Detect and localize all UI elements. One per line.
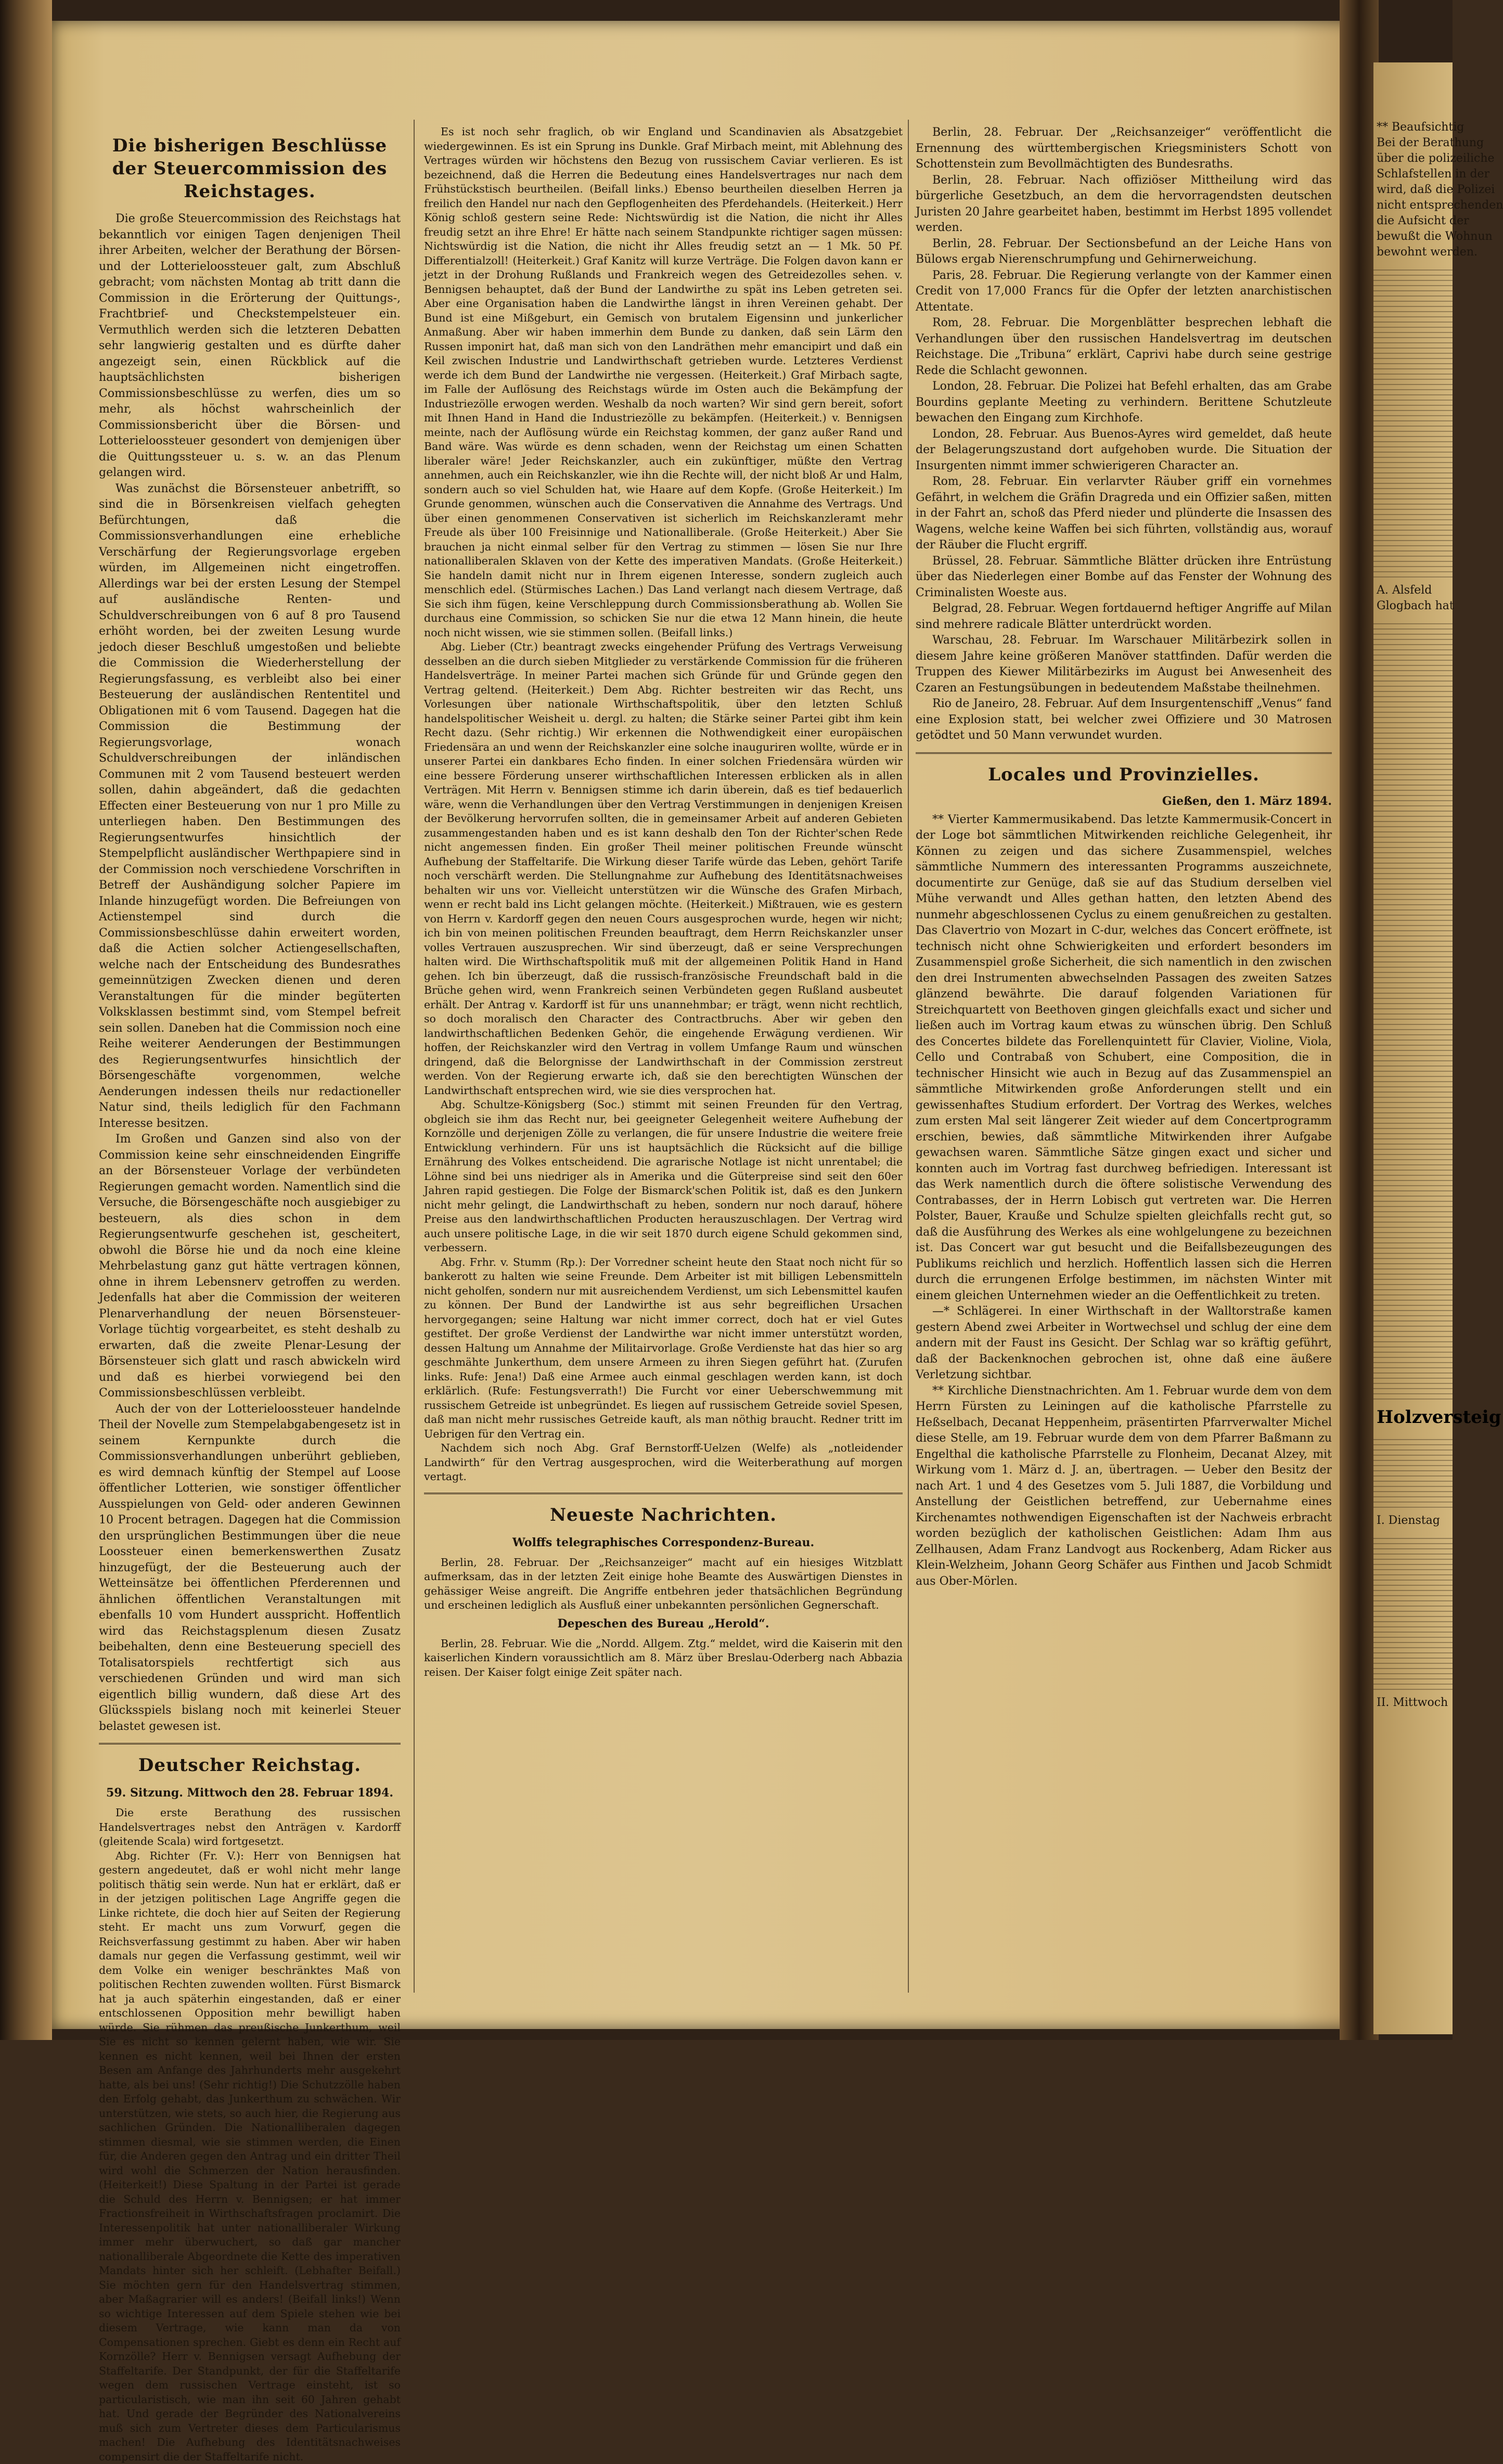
session-line: 59. Sitzung. Mittwoch den 28. Februar 1894.: [99, 1785, 401, 1801]
fragment-line: II. Mittwoch: [1373, 1695, 1453, 1711]
article-paragraph: Die erste Berathung des russischen Handelsvertrages nebst den Anträgen v. Kardorff (gleitende Scala) wird fortgesetzt.: [99, 1806, 401, 1849]
news-item: Berlin, 28. Februar. Der Sectionsbefund an der Leiche Hans von Bülows ergab Nierenschrumpfung und Gehirnerweichung.: [916, 236, 1332, 268]
news-item: Belgrad, 28. Februar. Wegen fortdauernd heftiger Angriffe auf Milan sind mehrere radicale Blätter unterdrückt worden.: [916, 601, 1332, 633]
column-2: [424, 125, 903, 1679]
section-heading-locales: Locales und Provinzielles.: [916, 763, 1332, 786]
illegible-text-block: [1373, 265, 1453, 578]
column-rule-2: [908, 120, 909, 1993]
news-item: Rio de Janeiro, 28. Februar. Auf dem Insurgentenschiff „Venus“ fand eine Explosion statt, bei welcher zwei Offiziere und 30 Matrosen getödtet und 50 Mann verwundet wurden.: [916, 696, 1332, 744]
book-binding-left: [0, 0, 52, 2040]
section-separator: [424, 1493, 903, 1494]
fragment-line: die Aufsicht der: [1373, 213, 1453, 229]
fragment-line: Schlafstellen in der: [1373, 166, 1453, 182]
news-item: Berlin, 28. Februar. Nach offiziöser Mittheilung wird das bürgerliche Gesetzbuch, an dem die hervorragendsten deutschen Juristen 20 Jahre gearbeitet haben, bestimmt im Herbst 1895 vollendet werden.: [916, 173, 1332, 236]
fragment-line: nicht entsprechenden: [1373, 198, 1453, 213]
section-heading-neueste-nachrichten: Neueste Nachrichten.: [424, 1504, 903, 1526]
local-item: ** Kirchliche Dienstnachrichten. Am 1. Februar wurde dem von dem Herrn Fürsten zu Leiningen auf die katholische Pfarrstelle zu Heßselbach, Decanat Heppenheim, präsentirten Pfarrverwalter Michel diese Stelle, am 19. Februar wurde dem von dem Pfarrer Baßmann zu Engelthal die katholische Pfarrstelle zu Flonheim, Decanat Alzey, mit Wirkung vom 1. März d. J. an, übertragen. — Ueber den Besitz der nach Art. 1 und 4 des Gesetzes vom 5. Juli 1887, die Vorbildung und Anstellung der Geistlichen betreffend, zur Uebernahme eines Kirchenamtes nothwendigen Eigenschaften ist der Nachweis erbracht worden bezüglich der katholischen Geistlichen: Adam Ihm aus Zellhausen, Adam Franz Landvogt aus Rockenberg, Adam Ricker aus Klein-Welzheim, Johann Georg Schäfer aus Finthen und Jacob Schmidt aus Ober-Mörlen.: [916, 1383, 1332, 1590]
article-paragraph: Was zunächst die Börsensteuer anbetrifft, so sind die in Börsenkreisen vielfach gehegten Befürchtungen, daß die Commissionsverhandlungen eine erhebliche Verschärfung der Regierungsvorlage ergeben würden, im Allgemeinen nicht eingetroffen. Allerdings war bei der ersten Lesung der Stempel auf ausländische Renten- und Schuldverschreibungen von 6 auf 8 pro Tausend erhöht worden, bei der zweiten Lesung wurde jedoch dieser Beschluß umgestoßen und beliebte die Commission die Wiederherstellung der Regierungsfassung, es verbleibt also bei einer Besteuerung der ausländischen Rententitel und Obligationen mit 6 vom Tausend. Dagegen hat die Commission die Bestimmung der Regierungsvorlage, wonach Schuldverschreibungen der inländischen Communen mit 2 vom Tausend besteuert werden sollen, dahin abgeändert, daß die gedachten Effecten einer Besteuerung von nur 1 pro Mille zu unterliegen haben. Den Bestimmungen des Regierungsentwurfes hinsichtlich der Stempelpflicht ausländischer Werthpapiere sind in der Commission noch verschiedene Vorschriften in Betreff der Aushändigung solcher Papiere im Inlande hinzugefügt worden. Die Befreiungen von Actienstempel sind durch die Commissionsbeschlüsse dahin erweitert worden, daß die Actien solcher Actiengesellschaften, welche nach der Entscheidung des Bundesrathes gemeinnützigen Zwecken dienen und deren Veranstaltungen für die minder begüterten Volksklassen bestimmt sind, vom Stempel befreit sein sollen. Daneben hat die Commission noch eine Reihe weiterer Aenderungen der Bestimmungen des Regierungsentwurfes hinsichtlich der Börsengeschäfte vorgenommen, welche Aenderungen indessen theils nur redactioneller Natur sind, theils lediglich für den Fachmann Interesse besitzen.: [99, 481, 401, 1132]
news-item: Rom, 28. Februar. Ein verlarvter Räuber griff ein vornehmes Gefährt, in welchem die Gräfin Dragreda und ein Offizier saßen, mitten in der Fahrt an, schoß das Pferd nieder und plünderte die Insassen des Wagens, welche keine Waffen bei sich führten, vollständig aus, worauf der Räuber die Flucht ergriff.: [916, 474, 1332, 554]
fragment-line: bewußt die Wohnun: [1373, 229, 1453, 245]
news-item: Berlin, 28. Februar. Der „Reichsanzeiger“ veröffentlicht die Ernennung des württembergischen Kriegsministers Schott von Schottenstein zum Bevollmächtigten des Bundesraths.: [916, 125, 1332, 173]
article-paragraph: Es ist noch sehr fraglich, ob wir England und Scandinavien als Absatzgebiet wiedergewinnen. Es ist ein Sprung ins Dunkle. Graf Mirbach meint, mit Ablehnung des Vertrages würden wir höchstens den Bezug von russischem Caviar verlieren. Es ist bezeichnend, daß die Herren die Bedeutung eines Handelsvertrages nur nach dem Frühstückstisch beurtheilen. (Beifall links.) Ebenso beurtheilen dieselben Herren ja freilich den Handel nur nach den Gepflogenheiten des Pferdehandels. (Heiterkeit.) Herr König schloß gestern seine Rede: Nichtswürdig ist die Nation, die nicht ihr Alles freudig setzt an ihre Ehre! Er hätte nach seinem Standpunkte richtiger sagen müssen: Nichtswürdig ist die Nation, die nicht ihr Alles freudig setzt an — 1 Mk. 50 Pf. Differentialzoll! (Heiterkeit.) Graf Kanitz will kurze Verträge. Die Folgen davon kann er jetzt in der Drohung Rußlands und Frankreich wegen des Getreidezolles sehen. v. Bennigsen behauptet, daß der Bund der Landwirthe zu spät ins Leben getreten sei. Aber eine Organisation haben die Landwirthe längst in ihren Vereinen gehabt. Der Bund ist eine Mißgeburt, ein Gemisch von brutalem Eigensinn und junkerlicher Anmaßung. Aber wir haben immerhin dem Bunde zu danken, daß sein Lärm den Russen imponirt hat, daß man sich von den Landräthen mehr emancipirt und daß ein Keil zwischen Industrie und Landwirthschaft getrieben wurde. Letzteres Verdienst werde ich dem Bund der Landwirthe nie vergessen. (Heiterkeit.) Graf Mirbach sagte, im Falle der Auflösung des Reichstags würde im Osten auch die Bekämpfung der Industriezölle erwogen werden. Weshalb da noch warten? Wir sind gern bereit, sofort mit Ihnen Hand in Hand die Industriezölle zu bekämpfen. (Heiterkeit.) v. Bennigsen meinte, nach der Auflösung würde ein Reichstag kommen, der ganz außer Rand und Band wäre. Was würde es denn schaden, wenn der Reichstag um einen Schatten liberaler wäre! Jeder Reichskanzler, auch ein zukünftiger, müßte den Vertrag annehmen, auch ein Reichskanzler, wie ihn die Rechte will, der nicht bloß Ar und Halm, sondern auch so viel Schulden hat, wie Haare auf dem Kopfe. (Große Heiterkeit.) Im Grunde genommen, wünschen auch die Conservativen die Annahme des Vertrags. Und über einen genommenen Conservativen ist sicherlich im Reichskanzleramt mehr Freude als über 100 Freisinnige und Nationalliberale. (Große Heiterkeit.) Aber Sie brauchen ja nicht einmal selber für den Vertrag zu stimmen — lösen Sie nur Ihre nationalliberalen Sklaven von der Kette des imperativen Mandats. (Große Heiterkeit.) Sie handeln damit nicht nur in Ihrem eigenen Interesse, sondern zugleich auch menschlich edel. (Stürmisches Lachen.) Das Land verlangt nach diesem Vertrage, daß Sie sich ihm fügen, keine Verschleppung durch Commissionsberathung ab. Wollen Sie durchaus eine Commission, so schicken Sie nur die etwa 12 Mann hinein, die heute noch nicht wissen, wie sie stimmen sollen. (Beifall links.): [424, 125, 903, 640]
article-paragraph: Abg. Frhr. v. Stumm (Rp.): Der Vorredner scheint heute den Staat noch nicht für so bankerott zu halten wie seine Freunde. Dem Arbeiter ist mit billigen Lebensmitteln nicht geholfen, sondern nur mit ausreichendem Verdienst, um sich Lebensmittel kaufen zu können. Der Bund der Landwirthe ist aus sehr begreiflichen Ursachen hervorgegangen; seine Haltung war nicht immer correct, doch hat er viel Gutes gestiftet. Der große Verdienst der Landwirthe war nicht immer unterstützt worden, dessen Haltung um Annahme der Militairvorlage. Große Verdienste hat das hier so arg geschmähte Junkerthum, dem unsere Armeen zu ihren Siegen geführt hat. (Zurufen links. Rufe: Jena!) Daß eine Armee auch einmal geschlagen werden kann, ist doch erklärlich. (Rufe: Festungsverrath!) Die Furcht vor einer Ueberschwemmung mit russischem Getreide ist unbegründet. Es liegen auf russischem Getreide soviel Spesen, daß man nicht mehr russisches Getreide kauft, als man nöthig braucht. Redner tritt im Uebrigen für den Vertrag ein.: [424, 1255, 903, 1442]
section-heading-reichstag: Deutscher Reichstag.: [99, 1754, 401, 1777]
fragment-line: Bei der Berathung: [1373, 135, 1453, 151]
section-separator: [99, 1743, 401, 1744]
book-gutter: [1340, 0, 1379, 2040]
illegible-text-block: [1373, 1435, 1453, 1508]
article-paragraph: Die große Steuercommission des Reichstags hat bekanntlich vor einigen Tagen denjenigen Theil ihrer Arbeiten, welcher der Berathung der Börsen- und der Lotterieloossteuer galt, zum Abschluß gebracht; vom nächsten Montag ab tritt dann die Commission in die Erörterung der Quittungs-, Frachtbrief- und Checkstempelsteuer ein. Vermuthlich werden sich die letzteren Debatten sehr langwierig gestalten und es dürfte daher angezeigt sein, einen Rückblick auf die hauptsächlichsten bisherigen Commissionsbeschlüsse zu werfen, dies um so mehr, als höchst wahrscheinlich der Commissionsbericht über die Börsen- und Lotterieloossteuer gesondert von demjenigen über die Quittungssteuer u. s. w. an das Plenum gelangen wird.: [99, 211, 401, 481]
local-item: —* Schlägerei. In einer Wirthschaft in der Walltorstraße kamen gestern Abend zwei Arbeiter in Wortwechsel und schlug der eine dem andern mit der Faust ins Gesicht. Der Schlag war so kräftig geführt, daß der Backenknochen gebrochen ist, ohne daß eine äußere Verletzung sichtbar.: [916, 1304, 1332, 1383]
column-3: [916, 125, 1332, 1589]
bureau-line: Wolffs telegraphisches Correspondenz-Bureau.: [424, 1535, 903, 1550]
fragment-line: wird, daß die Polizei: [1373, 182, 1453, 198]
news-item: London, 28. Februar. Aus Buenos-Ayres wird gemeldet, daß heute der Belagerungszustand dort aufgehoben wurde. Die Situation der Insurgenten nimmt immer schwierigeren Character an.: [916, 427, 1332, 474]
article-paragraph: Im Großen und Ganzen sind also von der Commission keine sehr einschneidenden Eingriffe an der Börsensteuer Vorlage der verbündeten Regierungen gemacht worden. Namentlich sind die Versuche, die Börsengeschäfte noch ausgiebiger zu besteuern, als dies schon in dem Regierungsentwurfe geschehen ist, gescheitert, obwohl die Börse hie und da noch eine kleine Mehrbelastung ganz gut hätte vertragen können, ohne in ihrem Lebensnerv getroffen zu werden. Jedenfalls hat aber die Commission der weiteren Plenarverhandlung der neuen Börsensteuer-Vorlage tüchtig vorgearbeitet, es steht deshalb zu erwarten, daß die zweite Plenar-Lesung der Börsensteuer sich glatt und rasch abwickeln wird und daß es hierbei vorwiegend bei den Commissionsbeschlüssen verbleibt.: [99, 1132, 401, 1402]
news-item: Berlin, 28. Februar. Wie die „Nordd. Allgem. Ztg.“ meldet, wird die Kaiserin mit den kaiserlichen Kindern voraussichtlich am 8. März über Breslau-Oderberg nach Abbazia reisen. Der Kaiser folgt einige Zeit später nach.: [424, 1637, 903, 1680]
fragment-line: I. Dienstag: [1373, 1513, 1453, 1529]
dateline: Gießen, den 1. März 1894.: [916, 794, 1332, 808]
article-paragraph: Nachdem sich noch Abg. Graf Bernstorff-Uelzen (Welfe) als „notleidender Landwirth“ für den Vertrag ausgesprochen, wird die Weiterberathung auf morgen vertagt.: [424, 1441, 903, 1484]
news-item: Berlin, 28. Februar. Der „Reichsanzeiger“ macht auf ein hiesiges Witzblatt aufmerksam, das in der letzten Zeit einige hohe Beamte des Auswärtigen Dienstes in gehässiger Weise angreift. Die Angriffe entbehren jeder thatsächlichen Begründung und erscheinen lediglich als Ausfluß einer unbekannten persönlichen Gegnerschaft.: [424, 1556, 903, 1613]
column-1: [99, 125, 401, 2464]
fragment-line: über die polizeiliche: [1373, 151, 1453, 166]
bureau-line-herold: Depeschen des Bureau „Herold“.: [424, 1616, 903, 1632]
news-item: Warschau, 28. Februar. Im Warschauer Militärbezirk sollen in diesem Jahre keine größeren Manöver stattfinden. Dafür werden die Truppen des Kiewer Militärbezirks im August bei Anwesenheit des Czaren an Festungsübungen in bedeutendem Maßstabe theilnehmen.: [916, 633, 1332, 696]
local-item: ** Vierter Kammermusikabend. Das letzte Kammermusik-Concert in der Loge bot sämmtlichen Mitwirkenden reichliche Gelegenheit, ihr Können zu zeigen und das sichere Zusammenspiel, welches sämmtliche Nummern des interessanten Programms auszeichnete, documentirte zur Genüge, daß sie auf das Studium derselben viel Mühe verwandt und Alles gethan hatten, den letzten Abend des nunmehr abgeschlossenen Cyclus zu einem genußreichen zu gestalten. Das Clavertrio von Mozart in C-dur, welches das Concert eröffnete, ist technisch nicht ohne Schwierigkeiten und erfordert besonders im Zusammenspiel große Sicherheit, die sich namentlich in den zwischen den drei Instrumenten abwechselnden Passagen des zweiten Satzes glänzend bewährte. Die darauf folgenden Variationen für Streichquartett von Beethoven gingen gleichfalls exact und sicher und ließen auch im Vortrag kaum etwas zu wünschen übrig. Den Schluß des Concertes bildete das Forellenquintett für Clavier, Violine, Viola, Cello und Contrabaß von Schubert, eine Composition, die in technischer Hinsicht wie auch in Bezug auf das Zusammenspiel an sämmtliche Mitwirkenden große Anforderungen stellt und ein gewissenhaftes Studium erfordert. Der Vortrag des Werkes, welches zum ersten Mal seit längerer Zeit wieder auf dem Concertprogramm erschien, bewies, daß sämmtliche Mitwirkenden ihrer Aufgabe gewachsen waren. Sämmtliche Sätze gingen exact und sicher und konnten auch im Vortrag fast durchweg befriedigen. Interessant ist das Werk namentlich durch die öftere solistische Verwendung des Contrabasses, der in Herrn Lobisch gut vertreten war. Die Herren Polster, Bauer, Krauße und Schulze spielten gleichfalls recht gut, so daß die Ausführung des Werkes als eine wohlgelungene zu bezeichnen ist. Das Concert war gut besucht und die Beifallsbezeugungen des Publikums reichlich und herzlich. Hoffentlich lassen sich die Herren durch die errungenen Erfolge bestimmen, im nächsten Winter mit einem gleichen Unternehmen wieder an die Oeffentlichkeit zu treten.: [916, 812, 1332, 1304]
fragment-line: bewohnt werden.: [1373, 245, 1453, 260]
article-paragraph: Abg. Richter (Fr. V.): Herr von Bennigsen hat gestern angedeutet, daß er wohl nicht mehr lange politisch thätig sein werde. Nun hat er erklärt, daß er in der jetzigen politischen Lage Angriffe gegen die Linke richtete, die doch hier auf Seiten der Regierung steht. Er macht uns zum Vorwurf, gegen die Reichsverfassung gestimmt zu haben. Aber wir haben damals nur gegen die Verfassung gestimmt, weil wir dem Volke ein weniger beschränktes Maß von politischen Rechten zuwenden wollten. Fürst Bismarck hat ja auch späterhin eingestanden, daß er einer entschlossenen Opposition mehr bewilligt haben würde. Sie rühmen das preußische Junkerthum, weil Sie es nicht so kennen gelernt haben, wie wir. Sie kennen es nicht kennen, weil bei Ihnen der ersten Besen am Anfange des Jahrhunderts mehr ausgekehrt hatte, als bei uns! (Sehr richtig!) Die Schutzzölle haben den Erfolg gehabt, das Junkerthum zu schwächen. Wir unterstützen, wie stets, so auch hier, die Regierung aus sachlichen Gründen. Die Nationalliberalen dagegen stimmen diesmal, wie sie stimmen werden, die Einen für, die Anderen gegen den Antrag und ein dritter Theil wird wohl die Schmerzen der Nation herausfinden. (Heiterkeit!) Diese Spaltung in der Partei ist gerade die Schuld des Herrn v. Bennigsen; er hat immer Fractionsfreiheit in Wirthschaftsfragen proclamirt. Die Interessenpolitik hat unter nationalliberaler Wirkung immer mehr überwuchert, so daß gar mancher nationalliberale Abgeordnete die Kette des imperativen Mandats hinter sich her schleift. (Lebhafter Beifall.) Sie möchten gern für den Handelsvertrag stimmen, aber Maßagrarier will es anders! (Beifall links!) Wenn so wichtige Interessen auf dem Spiele stehen wie bei diesem Vertrage, wie kann man da von Compensationen sprechen. Giebt es denn ein Recht auf Kornzölle? Herr v. Bennigsen versagt Aufhebung der Staffeltarife. Der Standpunkt, der für die Staffeltarife wegen dem russischen Vertrage einsteht, ist so particularistisch, wie man ihn seit 60 Jahren gehabt hat. Und gerade der Begründer des Nationalvereins muß sich zum Vertreter dieses dem Particularismus machen! Die Aufhebung des Identitätsnachweises compensirt die der Staffeltarife nicht.: [99, 1849, 401, 2464]
next-page-edge: [1373, 62, 1453, 2034]
fragment-heading: Holzversteig: [1373, 1407, 1453, 1428]
article-paragraph: Auch der von der Lotterieloossteuer handelnde Theil der Novelle zum Stempelabgabengesetz ist in seinem Kernpunkte durch die Commissionsverhandlungen unberührt geblieben, es wird demnach künftig der Stempel auf Loose öffentlicher Lotterien, wie sonstiger öffentlicher Ausspielungen von Geld- oder anderen Gewinnen 10 Procent betragen. Dagegen hat die Commission den ursprünglichen Bestimmungen über die neue Loossteuer einen bemerkenswerthen Zusatz hinzugefügt, der die Besteuerung auch der Wetteinsätze bei öffentlichen Pferderennen und ähnlichen öffentlichen Veranstaltungen mit ebenfalls 10 vom Hundert ausspricht. Hoffentlich wird das Reichstagsplenum diesen Zusatz beibehalten, denn eine Besteuerung speciell des Totalisatorspiels rechtfertigt sich aus verschiedenen Gründen und wird man sich eigentlich billig wundern, daß diese Art des Glücksspiels bislang noch mit keinerlei Steuer belastet gewesen ist.: [99, 1402, 401, 1735]
article-heading-steuercommission: Die bisherigen Beschlüsse der Steuercommission des Reichstages.: [99, 134, 401, 203]
fragment-line: Glogbach hat: [1373, 598, 1453, 614]
fragment-line: ** Beaufsichtig: [1373, 120, 1453, 135]
fragment-line: A. Alsfeld: [1373, 583, 1453, 598]
news-item: Brüssel, 28. Februar. Sämmtliche Blätter drücken ihre Entrüstung über das Niederlegen einer Bombe auf das Fenster der Wohnung des Criminalisten Woeste aus.: [916, 554, 1332, 601]
illegible-text-block: [1373, 1534, 1453, 1690]
news-item: Paris, 28. Februar. Die Regierung verlangte von der Kammer einen Credit von 17,000 Francs für die Opfer der letzten anarchistischen Attentate.: [916, 268, 1332, 316]
section-separator: [916, 752, 1332, 754]
article-paragraph: Abg. Schultze-Königsberg (Soc.) stimmt mit seinen Freunden für den Vertrag, obgleich sie ihm das Recht nur, bei geeigneter Gelegenheit weitere Aufhebung der Kornzölle und derjenigen Zölle zu verlangen, die für unsere Industrie die weitere freie Entwicklung verhindern. Für uns ist hauptsächlich die Rücksicht auf die billige Ernährung des Volkes entscheidend. Die agrarische Notlage ist nicht unrentabel; die Löhne sind bei uns niedriger als in Amerika und die Güterpreise sind seit den 60er Jahren rapid gestiegen. Die Folge der Bismarck'schen Politik ist, daß es den Junkern nicht mehr gelingt, die Landwirthschaft zu heben, sondern nur noch darauf, höhere Preise aus den landwirthschaftlichen Producten herauszuschlagen. Der Vertrag wird auch unsere politische Lage, in die wir seit 1870 durch eigene Schuld gekommen sind, verbessern.: [424, 1098, 903, 1255]
article-paragraph: Abg. Lieber (Ctr.) beantragt zwecks eingehender Prüfung des Vertrags Verweisung desselben an die durch sieben Mitglieder zu verstärkende Commission für die früheren Handelsverträge. In meiner Partei machen sich Gründe für und Gründe gegen den Vertrag geltend. (Heiterkeit.) Dem Abg. Richter bestreiten wir das Recht, uns Vorlesungen über nationale Wirthschaftspolitik, über den letzten Schluß handelspolitischer Weisheit u. dergl. zu halten; die Stärke seiner Partei gibt ihm kein Recht dazu. (Sehr richtig.) Wir erkennen die Nothwendigkeit einer europäischen Friedensära an und wenn der Reichskanzler eine solche inauguriren wollte, würde er in unserer Partei ein dankbares Echo finden. In einer solchen Friedensära würden wir eine bessere Förderung unserer wirthschaftlichen Interessen erblicken als in allen Verträgen. Mit Herrn v. Bennigsen stimme ich darin überein, daß es tief bedauerlich wäre, wenn die Verhandlungen über den Vertrag Verstimmungen in denjenigen Kreisen der Bevölkerung hervorrufen sollten, die in gemeinsamer Arbeit auf anderen Gebieten zusammengestanden haben und es ist kann deshalb den Ton der Richter'schen Rede nicht angemessen finden. Ein großer Theil meiner politischen Freunde wünscht Aufhebung der Staffeltarife. Die Wirkung dieser Tarife würde das Leben, gehört Tarife noch verschärft werden. Die Stellungnahme zur Aufhebung des Identitätsnachweises behalten wir uns vor. Vielleicht unterstützen wir die Wünsche des Grafen Mirbach, wenn er recht bald ins Licht gelangen möchte. (Heiterkeit.) Mißtrauen, wie es gestern von Herrn v. Kardorff gegen den neuen Cours ausgesprochen wurde, hegen wir nicht; ich bin von meinen politischen Freunden beauftragt, dem Herrn Reichskanzler unser volles Vertrauen auszusprechen. Wir sind überzeugt, daß er seine Versprechungen halten wird. Die Wirthschaftspolitik muß mit der allgemeinen Politik Hand in Hand gehen. Ich bin überzeugt, daß die russisch-französische Freundschaft bald in die Brüche gehen wird, wenn Frankreich seinen Verbündeten gegen Rußland ausbeutet erhält. Der Antrag v. Kardorff ist für uns unannehmbar; er trägt, wenn nicht rechtlich, so doch moralisch den Character des Contractbruchs. Aber wir geben den landwirthschaftlichen Bedenken Gehör, die eingehende Erwägung verdienen. Wir hoffen, der Reichskanzler wird den Vertrag in vollem Umfange Raum und wünschen dringend, daß die Belorgnisse der Landwirthschaft in der Commission zerstreut werden. Von der Regierung erwarte ich, daß sie den berechtigten Wünschen der Landwirthschaft entsprechen wird, wie sie dies versprochen hat.: [424, 640, 903, 1098]
column-rule-1: [414, 120, 415, 1993]
news-item: London, 28. Februar. Die Polizei hat Befehl erhalten, das am Grabe Bourdins geplante Meeting zu verhindern. Berittene Schutzleute bewachen den Eingang zum Kirchhofe.: [916, 379, 1332, 427]
news-item: Rom, 28. Februar. Die Morgenblätter besprechen lebhaft die Verhandlungen über den russischen Handelsvertrag im deutschen Reichstage. Die „Tribuna“ erklärt, Caprivi habe durch seine gestrige Rede die Schlacht gewonnen.: [916, 315, 1332, 379]
illegible-text-block: [1373, 619, 1453, 1400]
